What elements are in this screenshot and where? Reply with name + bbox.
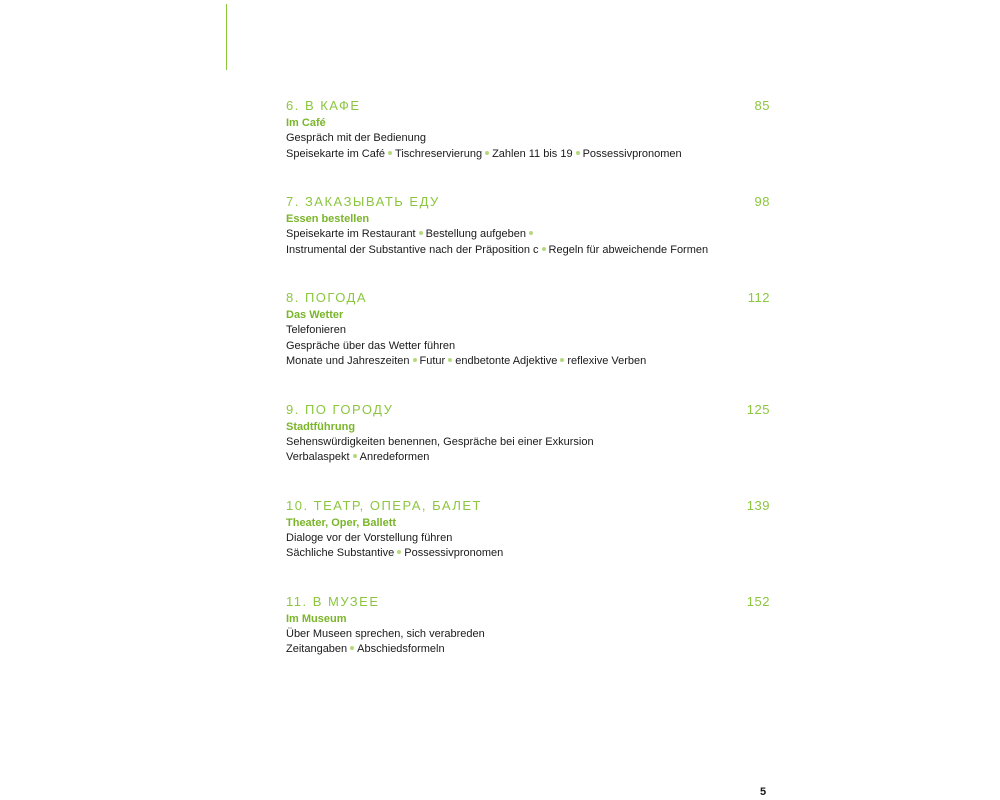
topic-item: Futur xyxy=(419,355,446,367)
chapter-subtitle: Essen bestellen xyxy=(286,213,370,225)
topic-line xyxy=(286,450,770,466)
topic-line xyxy=(286,546,770,562)
bullet-separator-icon xyxy=(448,358,452,362)
chapter-title: 10. ТЕАТР, ОПЕРА, БАЛЕТ xyxy=(286,497,482,513)
topic-item: Verbalaspekt xyxy=(286,451,350,463)
chapter-subtitle: Das Wetter xyxy=(286,309,344,321)
bullet-separator-icon xyxy=(353,454,357,458)
chapter-page-number: 112 xyxy=(747,290,770,305)
table-of-contents xyxy=(286,97,770,689)
topic-item: Sehenswürdigkeiten benennen, Gespräche bei einer Exkursion xyxy=(286,435,594,448)
topic-item: Zahlen 11 bis 19 xyxy=(492,147,573,160)
topic-item: Possessivpronomen xyxy=(582,147,682,160)
bullet-separator-icon xyxy=(529,231,533,235)
topic-line xyxy=(286,131,770,147)
topic-item: Dialoge vor der Vorstellung führen xyxy=(286,531,453,544)
chapter-heading xyxy=(286,97,770,115)
chapter-page-number: 139 xyxy=(746,497,770,513)
topic-line xyxy=(286,531,770,547)
topic-item: Speisekarte im Café xyxy=(286,147,386,160)
chapter-title: 7. ЗАКАЗЫВАТЬ ЕДУ xyxy=(286,194,440,209)
chapter-subtitle: Stadtführung xyxy=(286,420,356,433)
bullet-separator-icon xyxy=(542,247,546,251)
chapter-title: 11. В МУЗЕЕ xyxy=(286,593,380,609)
margin-rule xyxy=(226,4,227,70)
chapter-heading xyxy=(286,193,770,211)
chapter-subtitle: Im Museum xyxy=(286,612,347,625)
topic-item: Abschiedsformeln xyxy=(357,643,445,655)
topic-item: Tischreservierung xyxy=(395,147,483,160)
bullet-separator-icon xyxy=(388,151,392,155)
topic-line xyxy=(286,243,770,259)
toc-chapter xyxy=(286,401,770,466)
topic-line xyxy=(286,147,770,163)
chapter-heading xyxy=(286,593,770,611)
bullet-separator-icon xyxy=(413,358,417,362)
topic-item: Anredeformen xyxy=(359,451,430,463)
topic-item: Instrumental der Substantive nach der Präposition с xyxy=(286,243,539,256)
topic-item: Bestellung aufgeben xyxy=(425,228,526,240)
topic-item: Possessivpronomen xyxy=(404,547,504,559)
toc-chapter xyxy=(286,497,770,562)
chapter-page-number: 125 xyxy=(746,401,770,417)
topic-item: Über Museen sprechen, sich verabreden xyxy=(286,627,485,640)
chapter-subtitle: Theater, Oper, Ballett xyxy=(286,516,397,529)
chapter-title: 8. ПОГОДА xyxy=(286,290,368,305)
topic-item: Monate und Jahreszeiten xyxy=(286,355,410,367)
toc-chapter xyxy=(286,97,770,162)
chapter-heading xyxy=(286,497,770,515)
toc-chapter xyxy=(286,289,770,370)
topic-item: Telefonieren xyxy=(286,324,346,336)
topic-line xyxy=(286,227,770,243)
chapter-heading xyxy=(286,289,770,307)
chapter-page-number: 85 xyxy=(754,98,770,113)
chapter-heading xyxy=(286,401,770,419)
page-number: 5 xyxy=(760,786,767,798)
bullet-separator-icon xyxy=(560,358,564,362)
topic-line xyxy=(286,354,770,370)
topic-line xyxy=(286,627,770,643)
chapter-subtitle: Im Café xyxy=(286,117,326,129)
topic-item: Regeln für abweichende Formen xyxy=(548,243,709,256)
topic-item: Speisekarte im Restaurant xyxy=(286,228,416,240)
bullet-separator-icon xyxy=(397,550,401,554)
topic-line xyxy=(286,339,770,355)
topic-item: Sächliche Substantive xyxy=(286,547,395,559)
bullet-separator-icon xyxy=(485,151,489,155)
topic-line xyxy=(286,323,770,339)
topic-item: Gespräche über das Wetter führen xyxy=(286,339,456,352)
topic-item: endbetonte Adjektive xyxy=(455,355,558,367)
chapter-title: 6. В КАФЕ xyxy=(286,98,361,113)
toc-chapter xyxy=(286,193,770,258)
topic-item: reflexive Verben xyxy=(567,355,647,367)
chapter-page-number: 152 xyxy=(746,593,770,609)
bullet-separator-icon xyxy=(419,231,423,235)
toc-chapter xyxy=(286,593,770,658)
topic-line xyxy=(286,435,770,451)
bullet-separator-icon xyxy=(350,646,354,650)
bullet-separator-icon xyxy=(576,151,580,155)
topic-item: Zeitangaben xyxy=(286,643,348,655)
chapter-title: 9. ПО ГОРОДУ xyxy=(286,401,394,417)
chapter-page-number: 98 xyxy=(754,194,770,209)
topic-line xyxy=(286,642,770,658)
topic-item: Gespräch mit der Bedienung xyxy=(286,132,427,144)
